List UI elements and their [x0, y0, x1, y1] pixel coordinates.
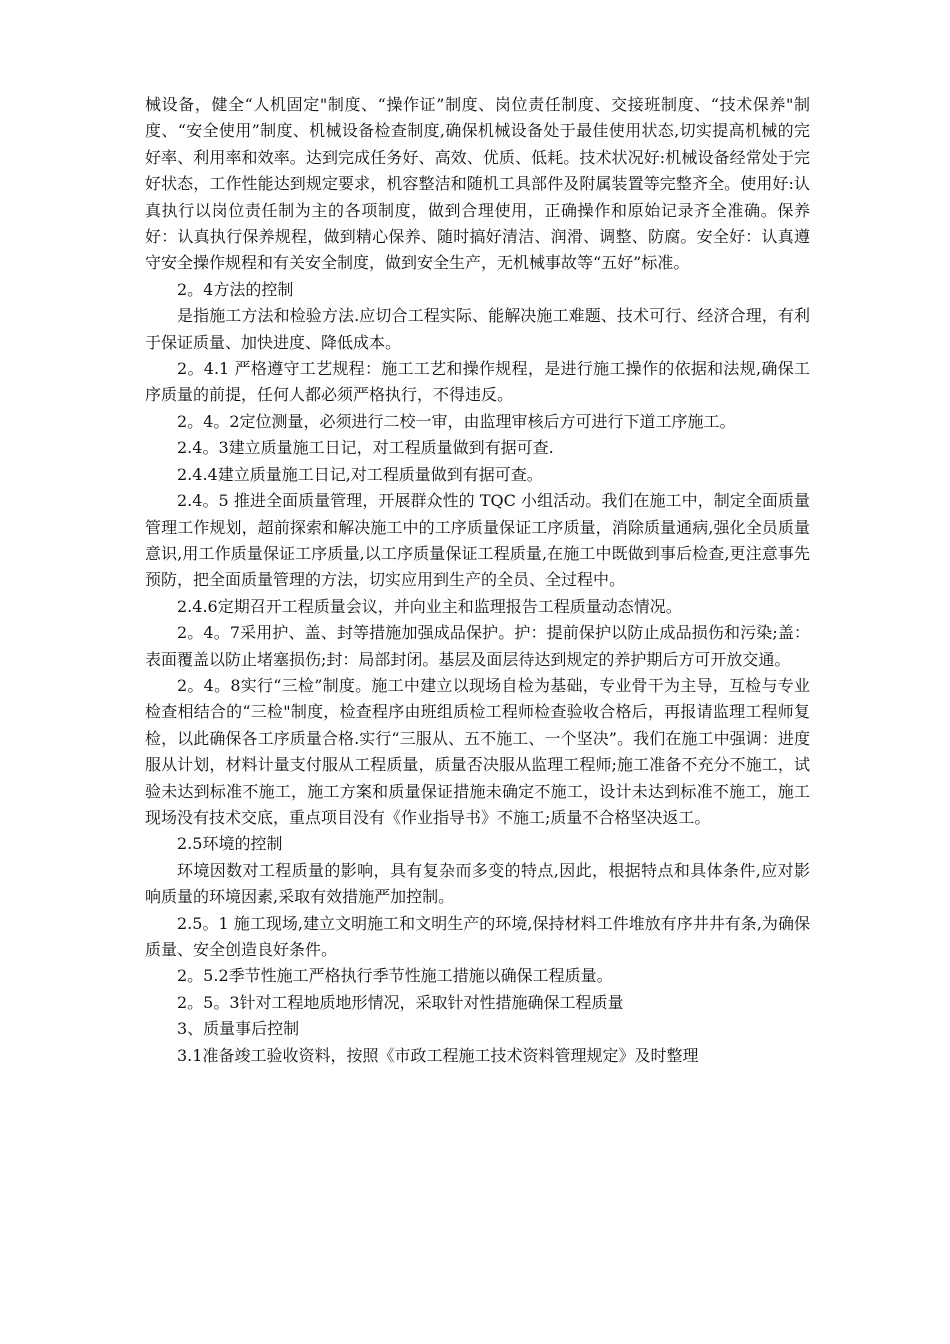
paragraph-2-4-2: 2。4。2定位测量，必须进行二校一审，由监理审核后方可进行下道工序施工。: [177, 411, 736, 431]
heading-3-post-quality-control: 3、质量事后控制: [177, 1019, 300, 1039]
paragraph-2-4-8: 2。4。8实行“三检”制度。施工中建立以现场自检为基础，专业骨干为主导，互检与专业检查相结合的“三检"制度，检查程序由班组质检工程师检查验收合格后，再报请监理工程师复检，以此确保各工序质量合格.实行“三服从、五不施工、一个坚决”。我们在施工中强调：进度服从计划，材料计量支付服从工程质量，质量否决服从监理工程师;施工准备不充分不施工，试验未达到标准不施工，施工方案和质量保证措施未确定不施工，设计未达到标准不施工，施工现场没有技术交底，重点项目没有《作业指导书》不施工;质量不合格坚决返工。: [145, 675, 810, 827]
paragraph-2-4-5: 2.4。5 推进全面质量管理，开展群众性的 TQC 小组活动。我们在施工中，制定全面质量管理工作规划，超前探索和解决施工中的工序质量保证工序质量，消除质量通病,强化全员质量意识,用工作质量保证工序质量,以工序质量保证工程质量,在施工中既做到事后检查,更注意事先预防，把全面质量管理的方法，切实应用到生产的全员、全过程中。: [145, 491, 810, 590]
paragraph-2-5-2: 2。5.2季节性施工严格执行季节性施工措施以确保工程质量。: [177, 966, 613, 986]
paragraph-2-5-3: 2。5。3针对工程地质地形情况，采取针对性措施确保工程质量: [177, 992, 624, 1012]
heading-2-5-environment-control: 2.5环境的控制: [177, 834, 283, 854]
paragraph-equipment-control-continued: 械设备，健全“人机固定"制度、“操作证”制度、岗位责任制度、交接班制度、“技术保养"制度、“安全使用”制度、机械设备检查制度,确保机械设备处于最佳使用状态,切实提高机械的完好率、利用率和效率。达到完成任务好、高效、优质、低耗。技术状况好:机械设备经常处于完好状态，工作性能达到规定要求，机容整洁和随机工具部件及附属装置等完整齐全。使用好:认真执行以岗位责任制为主的各项制度，做到合理使用，正确操作和原始记录齐全准确。保养好：认真执行保养规程，做到精心保养、随时搞好清洁、润滑、调整、防腐。安全好：认真遵守安全操作规程和有关安全制度，做到安全生产，无机械事故等“五好”标准。: [145, 95, 810, 273]
paragraph-2-4-6: 2.4.6定期召开工程质量会议，并向业主和监理报告工程质量动态情况。: [177, 596, 682, 616]
paragraph-2-4-1: 2。4.1 严格遵守工艺规程：施工工艺和操作规程，是进行施工操作的依据和法规,确保工序质量的前提，任何人都必须严格执行，不得违反。: [145, 359, 810, 405]
paragraph-2-4-3: 2.4。3建立质量施工日记，对工程质量做到有据可查.: [177, 438, 554, 458]
heading-2-4-method-control: 2。4方法的控制: [177, 279, 294, 299]
paragraph-3-1: 3.1准备竣工验收资料，按照《市政工程施工技术资料管理规定》及时整理: [177, 1045, 699, 1065]
paragraph-2-5-1: 2.5。1 施工现场,建立文明施工和文明生产的环境,保持材料工件堆放有序井井有条,为确保质量、安全创造良好条件。: [145, 913, 810, 959]
paragraph-environment-factors: 环境因数对工程质量的影响，具有复杂而多变的特点,因此，根据特点和具体条件,应对影响质量的环境因素,采取有效措施严加控制。: [145, 860, 810, 907]
paragraph-method-definition: 是指施工方法和检验方法.应切合工程实际、能解决施工难题、技术可行、经济合理，有利于保证质量、加快进度、降低成本。: [145, 306, 810, 352]
document-body: [145, 92, 810, 1069]
paragraph-2-4-7: 2。4。7采用护、盖、封等措施加强成品保护。护：提前保护以防止成品损伤和污染;盖：表面覆盖以防止堵塞损伤;封：局部封闭。基层及面层待达到规定的养护期后方可开放交通。: [145, 623, 810, 669]
paragraph-2-4-4: 2.4.4建立质量施工日记,对工程质量做到有据可查。: [177, 464, 543, 484]
